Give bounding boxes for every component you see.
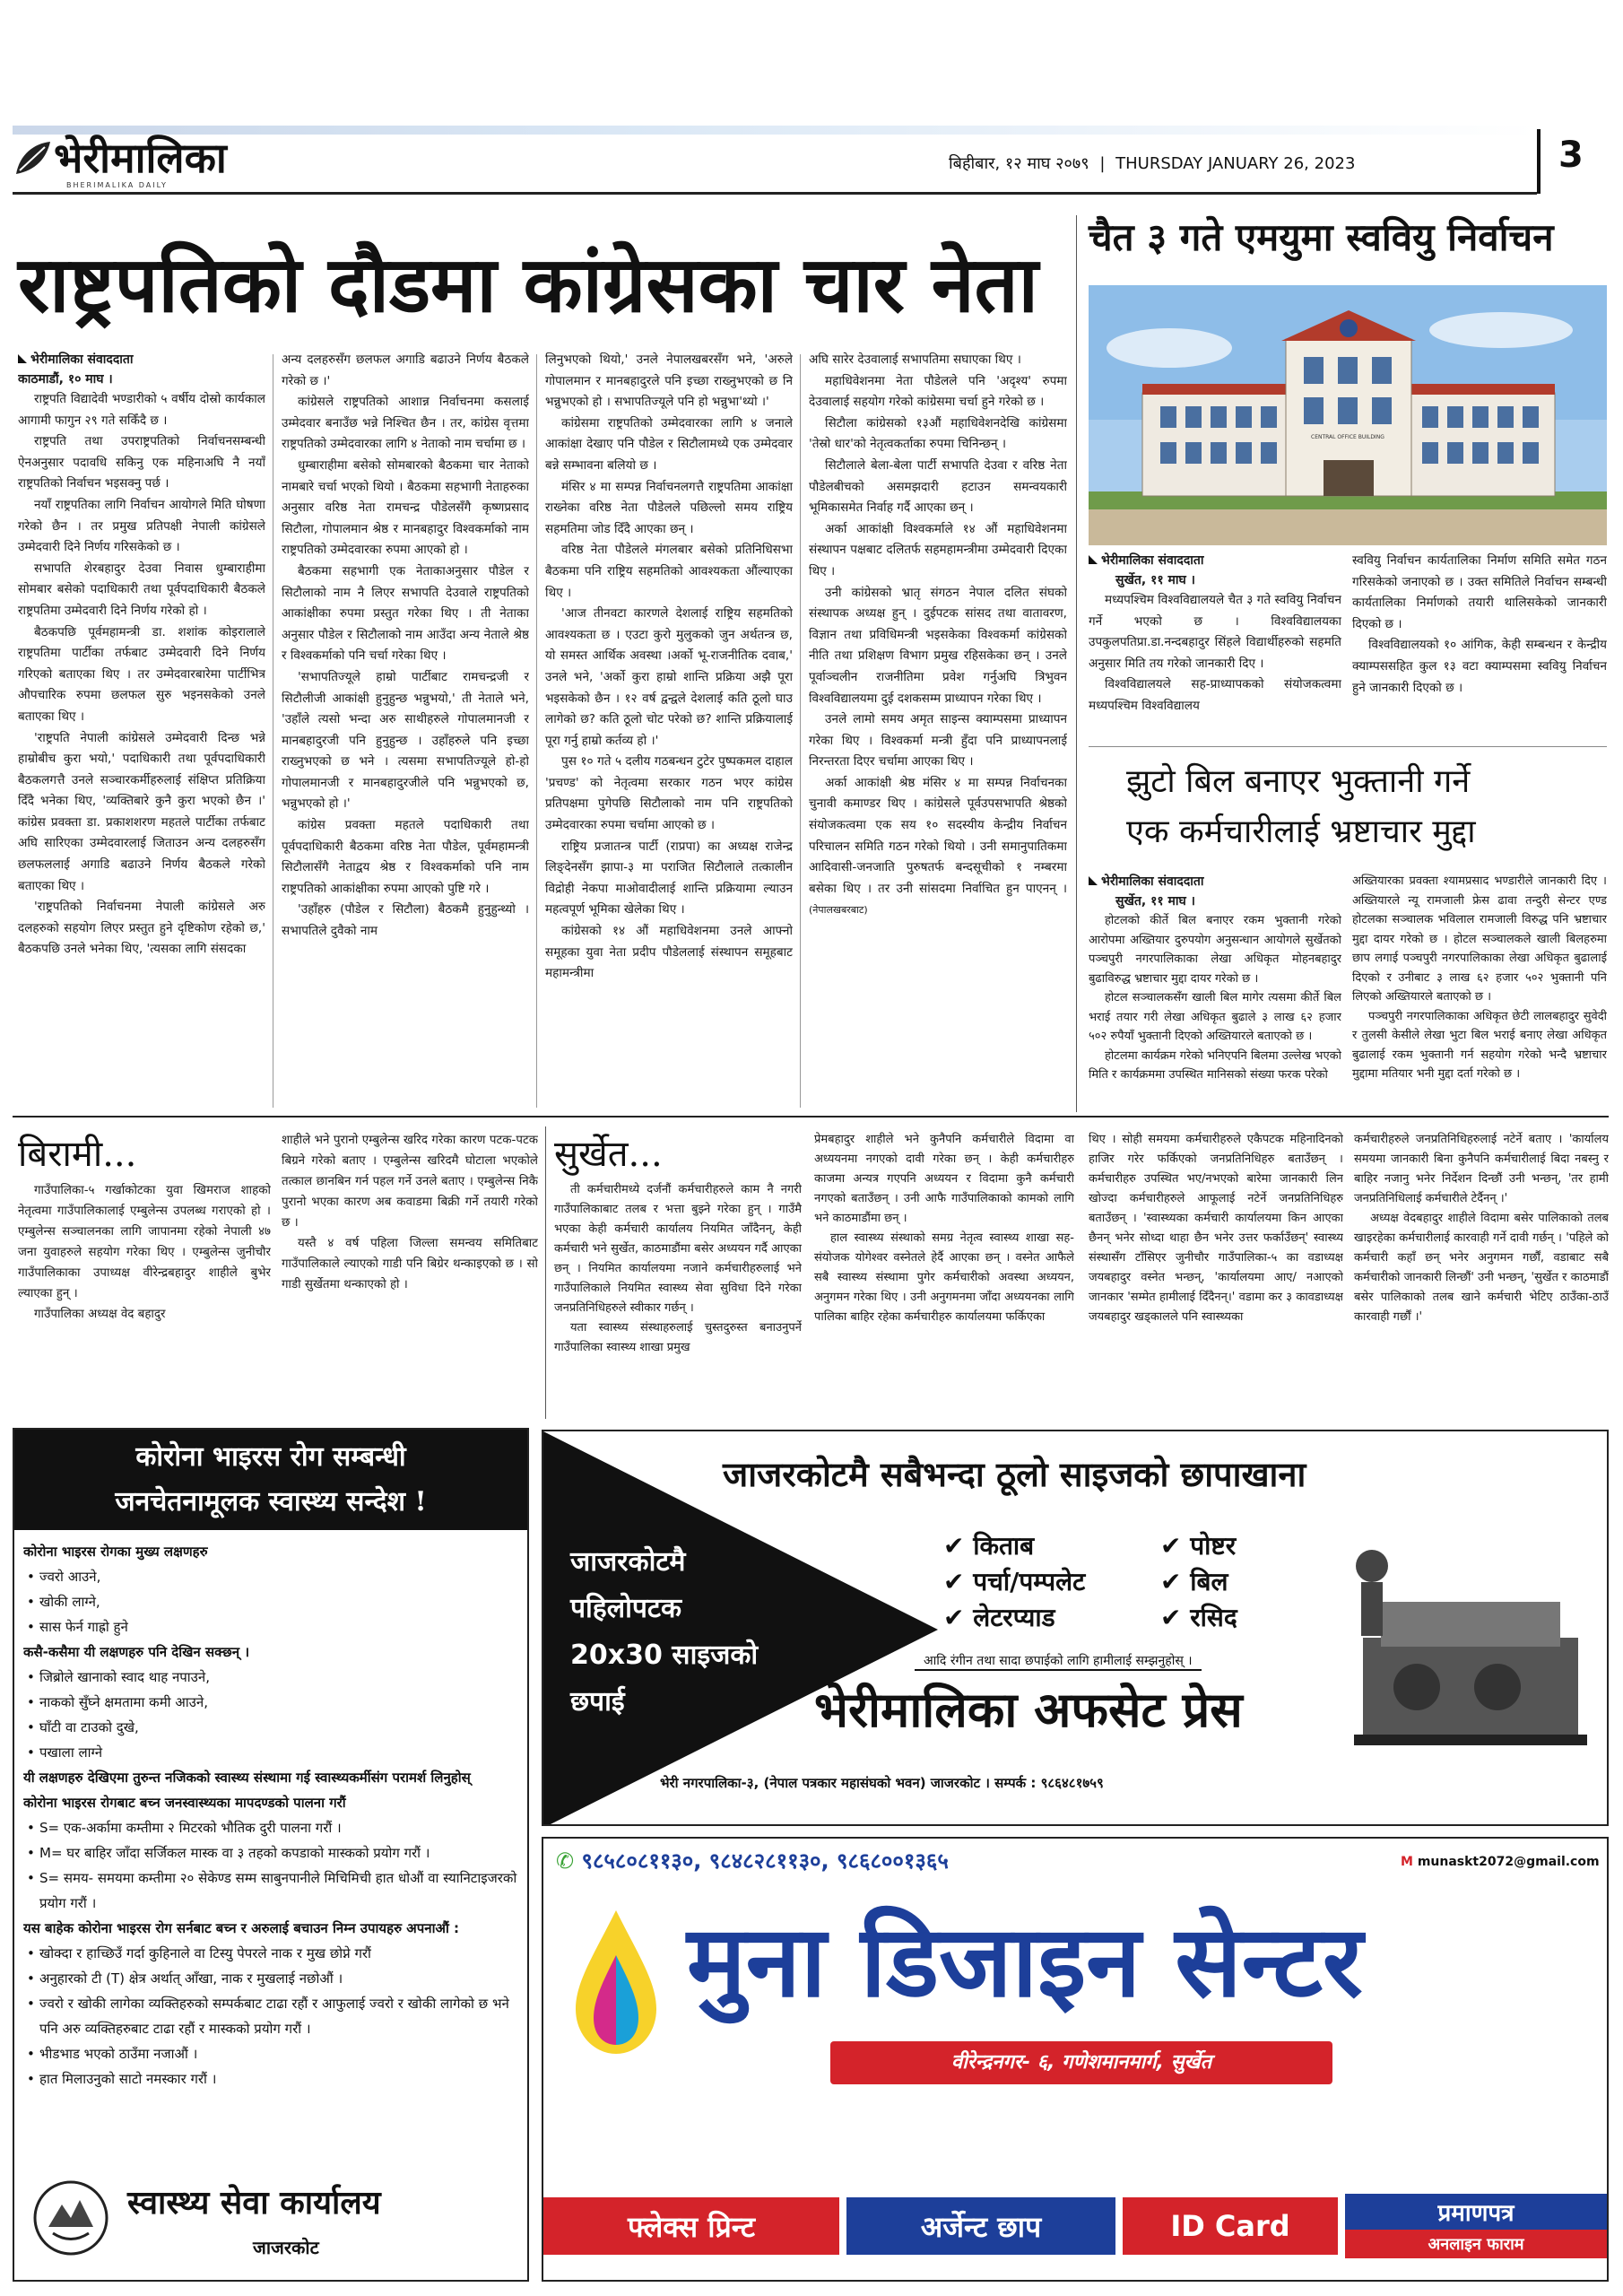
birami-headline: बिरामी... [18, 1134, 137, 1175]
press-ad-left-lines [570, 1539, 758, 1726]
bribe-col-a-p2: होटल सञ्चालकसँग खाली बिल मागेर त्यसमा कीर्ते बिल भराई तयार गरी लेखा अधिकृत बुढाले ३ लाख ६२ हजार ५०२ रुपैयाँ भुक्तानी दिएको अख्तियारले बताएको छ । [1089, 991, 1341, 1043]
lead-col1-p4: सभापति शेरबहादुर देउवा निवास धुम्बाराहीमा सोमबार बसेको पदाधिकारी तथा पूर्वपदाधिकारी बैठकले राष्ट्रपतिमा उम्मेदवारी दिने निर्णय गरेको हो । [18, 561, 265, 618]
press-ad-headline: जाजरकोटमै सबैभन्दा ठूलो साइजको छापाखाना [723, 1454, 1306, 1494]
lead-col2-p4: बैठकमा सहभागी एक नेताकाअनुसार पौडेल र सिटौलाको नाम नै लिएर सभापति देउवाले राष्ट्रपतिको आकांक्षीका रुपमा प्रस्तुत गरेका थिए । ती नेताका अनुसार पौडेल र सिटौलाको नाम आउँदा अन्य नेताले श्रेष्ठ र विश्वकर्माको पनि चर्चा गरेका थिए । [282, 563, 529, 664]
press-left-line: पहिलोपटक [570, 1593, 682, 1624]
lead-source: (नेपालखबरबाट) [809, 904, 868, 917]
bribe-headline-2: एक कर्मचारीलाई भ्रष्टाचार मुद्दा [1126, 813, 1476, 850]
birami-col-b [282, 1130, 538, 1419]
health-ad-title-2: जनचेतनामूलक स्वास्थ्य सन्देश ! [115, 1486, 427, 1518]
lead-dateline: काठमाडौं, १० माघ । [18, 372, 113, 387]
lead-divider-2 [536, 354, 537, 1108]
bribe-col-b-p2: पञ्चपुरी नगरपालिकाका अधिकृत छेटी लालबहादुर सुवेदी र तुलसी केसीले लेखा भुटा बिल भराई बनाए लेखा अधिकृत बुढालाई रकम भुक्तानी गर्न सहयोग गरेको भन्दै भ्रष्टाचार मुद्दामा मतियार भनी मुद्दा दर्ता गरेको छ । [1352, 1009, 1607, 1081]
mail-icon: M [1401, 1855, 1418, 1869]
birami-col-b-p1: शाहीले भने पुरानो एम्बुलेन्स खरिद गरेका कारण पटक-पटक बिग्रने गरेको बताए । एम्बुलेन्स खरिदमै घोटाला भएकोले तत्काल छानबिन गर्न पहल गर्ने उनले बताए । एम्बुलेन्स निकै पुरानो भएका कारण अब कवाडमा बिक्री गर्ने तयारी गरेको छ । [282, 1134, 538, 1230]
smes-item: • M= घर बाहिर जाँदा सर्जिकल मास्क वा ३ तहको कपडाको मास्कको प्रयोग गरौं । [23, 1840, 522, 1866]
surkhet-col-c-p1: थिए । सोही समयमा कर्मचारीहरुले एकैपटक महिनादिनको हाजिर गरेर फर्किएको जनप्रतिनिधिहरु बताउँछन् । कर्मचारीहरु उपस्थित भए/नभएको बारेमा जानकारी लिन खोज्दा कर्मचारीहरुले आफूलाई नटेर्ने जनप्रतिनिधिहरु बताउँछन् । 'स्वास्थ्यका कर्मचारी कार्यालयमा किन आएका छैनन् भनेर सोध्दा थाहा छैन भनेर उत्तर फर्काउँछन्' स्वास्थ्य संस्थासँग टाँसिएर जुनीचौर गाउँपालिका-५ का वडाध्यक्ष जयबहादुर वस्नेत भन्छन्, 'कार्यालयमा आए/ नआएको जानकार 'सम्मेत हामीलाई दिँदैनन्।' वडामा कर ३ कावडाध्यक्ष जयबहादुर खड्कालले पनि स्वास्थ्यका [1089, 1133, 1343, 1324]
lead-col3-p1: लिनुभएको थियो,' उनले नेपालखबरसँग भने, 'अरुले गोपालमान र मानबहादुरले पनि इच्छा राख्नुभएको छ नि भन्नुभएको हो । सभापतिज्यूले पनि हो भन्नुभा'थ्यो ।' [545, 352, 793, 410]
mu-byline: भेरीमालिका संवाददाता [1089, 551, 1341, 570]
page-number: 3 [1558, 135, 1584, 176]
smes-list [23, 1815, 522, 1916]
muna-address: वीरेन्द्रनगर- ६, गणेशमानमार्ग, सुर्खेत [950, 2051, 1212, 2074]
bribe-dateline: सुर्खेत, ११ माघ । [1115, 894, 1195, 909]
health-ad-body [23, 1539, 522, 2149]
surkhet-col-c [1089, 1130, 1343, 1419]
lead-col1-p7: 'राष्ट्रपतिको निर्वाचनमा नेपाली कांग्रेसले अरु दलहरुको सहयोग लिएर प्रस्तुत हुने दृष्टिकोण रहेको छ,' बैठकपछि उनले भनेका थिए, 'त्यसका लागि संसदका [18, 900, 265, 957]
lead-col3-p2: कांग्रेसमा राष्ट्रपतिको उम्मेदवारका लागि ४ जनाले आकांक्षा देखाए पनि पौडेल र सिटौलामध्ये एक उम्मेदवार बन्ने सम्भावना बलियो छ । [545, 415, 793, 473]
strip-online-form: अनलाइन फाराम [1345, 2230, 1607, 2258]
surkhet-col-a-p2: यता स्वास्थ्य संस्थाहरुलाई चुस्तदुरुस्त बनाउनुपर्ने गाउँपालिका स्वास्थ्य शाखा प्रमुख [554, 1321, 802, 1354]
bribe-byline: भेरीमालिका संवाददाता [1089, 872, 1341, 891]
mu-col-b [1352, 551, 1607, 737]
health-h3: यी लक्षणहरु देखिएमा तुरुन्त नजिकको स्वास्थ्य संस्थामा गई स्वास्थ्यकर्मीसंग परामर्श लिनुहोस् [23, 1770, 471, 1786]
lead-col4-p2: महाधिवेशनमा नेता पौडेलले पनि 'अदृश्य' रुपमा देउवालाई सहयोग गरेको कांग्रेसमा चर्चा हुने गरेको छ । [809, 373, 1067, 410]
health-office-name: स्वास्थ्य सेवा कार्यालय [127, 2184, 381, 2222]
press-ad [542, 1430, 1609, 1826]
lead-col3-p3: मंसिर ४ मा सम्पन्न निर्वाचनलगत्तै राष्ट्रपतिमा आकांक्षा राख्नेका वरिष्ठ नेता पौडेलले पछिल्लो समय राष्ट्रिय सहमतिमा जोड दिँदै आएका छन् । [545, 479, 793, 536]
press-left-line: 20x30 साइजको [570, 1639, 759, 1671]
press-ad-slogan: आदि रंगीन तथा सादा छपाईको लागि हामीलाई सम्झनुहोस् । [915, 1652, 1202, 1671]
nepal-emblem-icon [30, 2178, 111, 2258]
lead-col2-p6: कांग्रेस प्रवक्ता महतले पदाधिकारी तथा पूर्वपदाधिकारी बैठकमा वरिष्ठ नेता पौडेल, पूर्वमहामन्त्री सिटौलासँगै नेताद्वय श्रेष्ठ र विश्वकर्माको पनि नाम राष्ट्रपतिको आकांक्षीका रुपमा आएको पुष्टि गरे । [282, 818, 529, 896]
birami-col-a [18, 1180, 271, 1419]
lead-col2-p5: 'सभापतिज्यूले हाम्रो पार्टीबाट रामचन्द्रजी र सिटौलीजी आकांक्षी हुनुहुन्छ भन्नुभयो,' ती नेताले भने, 'उहाँले त्यसो भन्दा अरु साथीहरुले गोपालमानजी र मानबहादुरजी पनि हुनुहुन्छ । उहाँहरुले पनि इच्छा राख्नुभएको छ भने । त्यसमा सभापतिज्यूले हो-हो गोपालमानजी र मानबहादुरजीले पनि भन्नुभएको छ, भन्नुभएको हो ।' [282, 669, 529, 812]
lead-col4-p8: अर्का आकांक्षी श्रेष्ठ मंसिर ४ मा सम्पन्न निर्वाचनका चुनावी कमाण्डर थिए । कांग्रेसले पूर्वउपसभापति श्रेष्ठको संयोजकत्वमा एक सय १० सदस्यीय केन्द्रीय निर्वाचन परिचालन समिति गठन गरेको थियो । उनी समानुपातिकमा आदिवासी-जनजाति पुरुषतर्फ बन्दसूचीको १ नम्बरमा बसेका थिए । तर उनी सांसदमा निर्वाचित हुन पाएनन् । (नेपालखबरबाट) [809, 775, 1067, 917]
surkhet-headline: सुर्खेत... [554, 1134, 663, 1175]
lead-byline: भेरीमालिका संवाददाता [18, 350, 265, 370]
press-left-line: छपाई [570, 1686, 625, 1718]
muna-phone-row [556, 1846, 949, 1875]
symptom-item: • घाँटी वा टाउको दुखे, [23, 1715, 522, 1740]
strip-urgent-print: अर्जेन्ट छाप [846, 2197, 1115, 2255]
lead-col1-p1: राष्ट्रपति विद्यादेवी भण्डारीको ५ वर्षीय दोस्रो कार्यकाल आगामी फागुन २९ गते सकिँदै छ । [18, 392, 265, 428]
health-ad-title-1: कोरोना भाइरस रोग सम्बन्धी [135, 1441, 406, 1473]
mu-col-b-p2: विश्वविद्यालयको १० आंगिक, केही सम्बन्धन र केन्द्रीय क्याम्पससहित कुल १३ वटा क्याम्पसमा स्ववियु निर्वाचन हुने जानकारी दिएको छ । [1352, 638, 1607, 695]
lead-col4-p3: सिटौला कांग्रेसको १३औं महाधिवेशनदेखि कांग्रेसमा 'तेस्रो धार'को नेतृत्वकर्ताका रुपमा चिनिन्छन् । [809, 415, 1067, 452]
press-item-book: ✔ किताब [943, 1531, 1035, 1561]
symptom-item: • पखाला लाग्ने [23, 1740, 522, 1765]
lead-col2-p7: 'उहाँहरु (पौडेल र सिटौला) बैठकमै हुनुहुन्थ्यो । सभापतिले दुवैको नाम [282, 902, 529, 939]
press-item-letterpad: ✔ लेटरप्याड [943, 1603, 1055, 1632]
date-english: THURSDAY JANUARY 26, 2023 [1115, 154, 1356, 173]
smes-item: • S= समय- समयमा कम्तीमा २० सेकेण्ड सम्म साबुनपानीले मिचिमिची हात धोऔं वा स्यानिटाइजरको प्रयोग गरौं । [23, 1866, 522, 1916]
lead-col-3 [545, 350, 793, 1112]
masthead-date [949, 152, 1355, 174]
birami-col-b-p2: यस्तै ४ वर्ष पहिला जिल्ला समन्वय समितिबाट गाउँपालिकाले ल्याएको गाडी पनि बिग्रेर थन्काइएको छ । सो गाडी सुर्खेतमा थन्काएको हो । [282, 1237, 538, 1292]
surkhet-col-b [814, 1130, 1074, 1419]
muna-email-row [1401, 1855, 1600, 1869]
measure-item: • ज्वरो र खोकी लागेका व्यक्तिहरुको सम्पर्कबाट टाढा रहौं र आफुलाई ज्वरो र खोकी लागेको छ भने पनि अरु व्यक्तिहरुबाट टाढा रहौं र मास्कको प्रयोग गरौं । [23, 1991, 522, 2041]
lead-col1-p5: बैठकपछि पूर्वमहामन्त्री डा. शशांक कोइरालाले राष्ट्रपतिमा पार्टीका तर्फबाट उम्मेदवारी दिने निर्णय गरिएको बताएका थिए । तर उम्मेदवारबारेमा पार्टीभित्र औपचारिक रुपमा छलफल सुरु भइनसकेको उनले बताएका थिए । [18, 624, 265, 724]
bribe-col-b-p1: अख्तियारका प्रवक्ता श्यामप्रसाद भण्डारीले जानकारी दिए ।अख्तियारले न्यू रामजाली फ्रेस ढावा तन्दुरी सेन्टर एण्ड होटलका सञ्चालक भविलाल रामजाली विरुद्ध पनि भ्रष्टाचार मुद्दा दायर गरेको छ । होटल सञ्चालकले खाली बिलहरुमा छाप लगाई पञ्चपुरी नगरपालिकाका लेखा अधिकृत बुढालाई दिएको र उनीबाट ३ लाख ६२ हजार ५०२ भुक्तानी पनि लिएको अख्तियारले बताएको छ । [1352, 874, 1607, 1004]
health-h5: यस बाहेक कोरोना भाइरस रोग सर्नबाट बच्न र अरुलाई बचाउन निम्न उपायहरु अपनाऔं : [23, 1920, 460, 1936]
lead-col4-p5: अर्का आकांक्षी विश्वकर्माले १४ औं महाधिवेशनमा संस्थापन पक्षबाट दलितर्फ सहमहामन्त्रीमा उम्मेदवारी दिएका थिए । [809, 521, 1067, 578]
mu-col-b-p1: स्ववियु निर्वाचन कार्यतालिका निर्माण समिति समेत गठन गरिसकेको जनाएको छ । उक्त समितिले निर्वाचन सम्बन्धी कार्यतालिका निर्माणको तयारी थालिसकेको जानकारी दिएको छ । [1352, 553, 1607, 631]
press-item-pamphlet: ✔ पर्चा/पम्पलेट [943, 1567, 1086, 1596]
symptom-item: • ज्वरो आउने, [23, 1564, 522, 1589]
lead-divider-3 [800, 354, 801, 1108]
muna-email: munaskt2072@gmail.com [1417, 1855, 1600, 1869]
measure-item: • अनुहारको टी (T) क्षेत्र अर्थात् आँखा, नाक र मुखलाई नछोऔं । [23, 1966, 522, 1991]
mu-building-image [1089, 285, 1607, 545]
fold-rule [13, 1116, 1609, 1118]
masthead-rule [13, 192, 1537, 195]
lead-col-4 [809, 350, 1067, 1112]
lead-col3-p7: राष्ट्रिय प्रजातन्त्र पार्टी (राप्रपा) का अध्यक्ष राजेन्द्र लिङ्देनसँग झापा-३ मा पराजित सिटौलाले तत्कालीन विद्रोही नेकपा माओवादीलाई शान्ति प्रक्रियामा ल्याउन महत्वपूर्ण भूमिका खेलेका थिए । [545, 839, 793, 918]
byline-triangle-icon [18, 354, 27, 363]
lead-col3-p5: 'आज तीनवटा कारणले देशलाई राष्ट्रिय सहमतिको आवश्यकता छ । एउटा कुरो मुलुकको जुन अर्थतन्त्र छ, यो समस्त आर्थिक अवस्था ।अर्को भू-राजनीतिक दवाब,' उनले भने, 'अर्को कुरा हाम्रो शान्ति प्रक्रिया अझै पूरा भइसकेको छैन । १२ वर्ष द्वन्द्वले देशलाई कति ठूलो घाउ लागेको छ? कति ठूलो चोट परेको छ? शान्ति प्रक्रियालाई पूरा गर्नु हाम्रो कर्तव्य हो ।' [545, 606, 793, 748]
surkhet-col-a-p1: ती कर्मचारीमध्ये दर्जनौं कर्मचारीहरुले काम नै नगरी गाउँपालिकाबाट तलब र भत्ता बुझ्ने गरेका हुन् । गाउँमै भएका केही कर्मचारी कार्यालय नियमित जाँदैनन्, केही कर्मचारी भने सुर्खेत, काठमाडौंमा बसेर अध्ययन गर्दै आएका छन् । नियमित कार्यालयमा नजाने कर्मचारीहरुलाई भने गाउँपालिकाले नियमित स्वास्थ्य सेवा सुविधा दिने गरेका जनप्रतिनिधिहरुले स्वीकार गर्छन् । [554, 1183, 802, 1315]
measure-list [23, 1941, 522, 2092]
lead-col1-p2: राष्ट्रपति तथा उपराष्ट्रपतिको निर्वाचनसम्बन्धी ऐनअनुसार पदावधि सकिनु एक महिनाअघि नै नयाँ राष्ट्रपतिको निर्वाचन भइसक्नु पर्छ । [18, 434, 265, 491]
symptom-item: • नाकको सुँघ्ने क्षमतामा कमी आउने, [23, 1690, 522, 1715]
surkhet-col-d [1354, 1130, 1609, 1419]
symptom-item: • जिब्रोले खानाको स्वाद थाह नपाउने, [23, 1665, 522, 1690]
lead-col3-p6: पुस १० गते ५ दलीय गठबन्धन टुटेर पुष्पकमल दाहाल 'प्रचण्ड' को नेतृत्वमा सरकार गठन भएर कांग्रेस प्रतिपक्षमा पुगेपछि सिटौलाको नाम पनि राष्ट्रपतिको उम्मेदवारका रुपमा चर्चामा आएको छ । [545, 754, 793, 833]
health-ad [13, 1428, 529, 2282]
lead-col4-p6: उनी कांग्रेसको भ्रातृ संगठन नेपाल दलित संघको संस्थापक अध्यक्ष हुन् । दुईपटक सांसद तथा वातावरण, विज्ञान तथा प्रविधिमन्त्री भइसकेका विश्वकर्मा कांग्रेसको नीति तथा प्रशिक्षण विभाग प्रमुख रहिसकेका छन् । उनले पूर्वाञ्चलीन राजनीतिमा प्रवेश गर्नुअघि त्रिभुवन विश्वविद्यालयमा दुई दशकसम्म प्राध्यापन गरेका थिए । [809, 585, 1067, 706]
measure-item: • खोक्दा र हाच्छिउँ गर्दा कुहिनाले वा टिस्यु पेपरले नाक र मुख छोप्ने गरौं [23, 1941, 522, 1966]
birami-col-a-p2: गाउँपालिका अध्यक्ष वेद बहादुर [34, 1308, 166, 1321]
muna-ad [542, 1837, 1609, 2282]
press-item-bill: ✔ बिल [1160, 1567, 1228, 1596]
health-office-place: जाजरकोट [253, 2237, 319, 2258]
health-office-footer [14, 2160, 527, 2280]
lead-col4-p4: सिटौलाले बेला-बेला पार्टी सभापति देउवा र वरिष्ठ नेता पौडेलबीचको असमझदारी हटाउन समन्वयकारी भूमिकासमेत निर्वाह गर्दै आएका छन् । [809, 457, 1067, 516]
muna-phones: ९८५८०८११३०, ९८४८२८११३०, ९८६८००१३६५ [581, 1848, 949, 1874]
university-building-icon [1089, 285, 1607, 545]
press-ad-address: भेरी नगरपालिका-३, (नेपाल पत्रकार महासंघको भवन) जाजरकोट । सम्पर्क : ९८६४८१७५९ [660, 1775, 1104, 1791]
surkhet-col-b-p2: हाल स्वास्थ्य संस्थाको समग्र नेतृत्व स्वास्थ्य शाखा सह-संयोजक योगेश्वर वस्नेतले हेर्दै आएका छन् । वस्नेत आफैले सबै स्वास्थ्य संस्थामा पुगेर कर्मचारीको अवस्था अध्ययन, अनुगमन गरेका थिए । उनी अनुगमनमा जाँदा अध्ययनका लागि पालिका बाहिर रहेका कर्मचारीहरु कार्यालयमा फर्किएका [814, 1231, 1074, 1324]
building-sign: CENTRAL OFFICE BUILDING [1311, 434, 1384, 440]
birami-surkhet-divider [545, 1126, 546, 1419]
press-item-receipt: ✔ रसिद [1160, 1603, 1237, 1632]
bribe-headline-1: झुटो बिल बनाएर भुक्तानी गर्ने [1126, 763, 1471, 800]
health-h4: कोरोना भाइरस रोगबाट बच्न जनस्वास्थ्यका मापदण्डको पालना गरौं [23, 1795, 346, 1811]
lead-headline: राष्ट्रपतिको दौडमा कांग्रेसका चार नेता [18, 239, 1038, 330]
symptom-list [23, 1564, 522, 1639]
birami-col-a-p1: गाउँपालिका-५ गर्खाकोटका युवा खिमराज शाहको नेतृत्वमा गाउँपालिकालाई एम्बुलेन्स उपलब्ध गराएको हो । एम्बुलेन्स सञ्चालनका लागि जापानमा रहेको नेपाली ४७ जना युवाहरुले सहयोग गरेका थिए । एम्बुलेन्स जुनीचौर गाउँपालिकाका उपाध्यक्ष वीरेन्द्रबहादुर शाहीले बुभेर ल्याएका हुन् । [18, 1184, 271, 1300]
mu-col-a-p2: विश्वविद्यालयले सह-प्राध्यापकको संयोजकत्वमा मध्यपश्चिम विश्वविद्यालय [1089, 677, 1341, 713]
health-ad-title-box [14, 1430, 527, 1530]
strip-flex-print: फ्लेक्स प्रिन्ट [543, 2197, 839, 2255]
bribe-col-a-p1: होटलको कीर्ते बिल बनाएर रकम भुक्तानी गरेको आरोपमा अख्तियार दुरुपयोग अनुसन्धान आयोगले सुर्खेतको पञ्चपुरी नगरपालिकाका लेखा अधिकृत मोहनबहादुर बुढाविरुद्ध भ्रष्टाचार मुद्दा दायर गरेको छ । [1089, 914, 1341, 986]
bribe-col-a-p3: होटलमा कार्यक्रम गरेको भनिएपनि बिलमा उल्लेख भएको मिति र कार्यक्रममा उपस्थित मानिसको संख्या फरक परेको [1089, 1048, 1341, 1082]
lead-col1-p6: 'राष्ट्रपति नेपाली कांग्रेसले उम्मेदवारी दिन्छ भन्ने हाम्रोबीच कुरा भयो,' पदाधिकारी तथा पूर्वपदाधिकारी बैठकलगत्तै उनले सञ्चारकर्मीहरुलाई संक्षिप्त प्रतिक्रिया दिँदै भनेका थिए, 'व्यक्तिबारे कुनै कुरा भएको छैन ।' कांग्रेस प्रवक्ता डा. प्रकाशशरण महतले पार्टीका तर्फबाट अघि सारिएका उम्मेदवारलाई जिताउन अन्य दलहरुसँग छलफललाई अगाडि बढाउने निर्णय बैठकले गरेको बताएका थिए । [18, 730, 265, 893]
press-item-poster: ✔ पोष्टर [1160, 1531, 1237, 1561]
lead-col2-p2: कांग्रेसले राष्ट्रपतिको आशान्न निर्वाचनमा कसलाई उम्मेदवार बनाउँछ भन्ने निश्चित छैन । तर, कांग्रेस वृत्तमा राष्ट्रपतिको उम्मेदवारका लागि ४ नेताको नाम चर्चामा छ । [282, 395, 529, 452]
ink-drop-logo-icon [558, 1901, 674, 2063]
bribe-col-b [1352, 872, 1607, 1109]
surkhet-col-d-p2: अध्यक्ष वेदबहादुर शाहीले विदामा बसेर पालिकाको तलब खाइरहेका कर्मचारीलाई कारवाही गर्ने दावी गर्छन् । 'पहिले को कर्मचारी कहाँ छन् भनेर अनुगमन गर्छौं, वडाबाट सबै कर्मचारीको जानकारी लिन्छौं' उनी भन्छन्, 'सुर्खेत र काठमाडौं बसेर पालिकाको तलब खाने कर्मचारी भेटिए ठाउँका-ठाउँ कारवाही गर्छौं ।' [1354, 1212, 1609, 1324]
printing-machine-icon [1336, 1530, 1605, 1763]
strip-id-card: ID Card [1123, 2197, 1338, 2255]
newspaper-logo [13, 135, 246, 190]
mu-col-a-p1: मध्यपश्चिम विश्वविद्यालयले चैत ३ गते स्ववियु निर्वाचन गर्ने भएको छ । विश्वविद्यालयका उपकुलपतिप्रा.डा.नन्दबहादुर सिंहले विद्यार्थीहरुको सहमति अनुसार मिति तय गरेको जानकारी दिए । [1089, 593, 1341, 671]
lead-col4-p1: अघि सारेर देउवालाई सभापतिमा सघाएका थिए । [809, 352, 1021, 367]
lead-col-2 [282, 350, 529, 1112]
more-symptom-list [23, 1665, 522, 1765]
bribe-col-a [1089, 872, 1341, 1109]
surkhet-col-a [554, 1180, 802, 1419]
surkhet-col-d-p1: कर्मचारीहरुले जनप्रतिनिधिहरुलाई नटेर्ने बताए । 'कार्यालय समयमा जानकारी बिना कुनैपनि कर्मचारीलाई बिदा नबस्नु र बाहिर नजानु भनेर निर्देशन दिन्छौं उनी भन्छन्, 'तर हामी जनप्रतिनिधिलाई कर्मचारीले टेर्दैनन् ।' [1354, 1133, 1609, 1205]
logo-text: भेरीमालिका [54, 134, 227, 182]
masthead [0, 0, 1623, 206]
health-h2: कसै-कसैमा यी लक्षणहरु पनि देखिन सक्छन् । [23, 1644, 250, 1660]
press-left-line: जाजरकोटमै [570, 1546, 686, 1578]
mu-dateline: सुर्खेत, ११ माघ । [1115, 573, 1195, 587]
byline-triangle-icon [1089, 555, 1098, 564]
lead-col4-p7: उनले लामो समय अमृत साइन्स क्याम्पसमा प्राध्यापन गरेका थिए । विश्वकर्मा मन्त्री हुँदा पनि प्राध्यापनलाई निरन्तरता दिएर चर्चामा आएका थिए । [809, 712, 1067, 770]
masthead-top-bar [13, 126, 1537, 135]
measure-item: • हात मिलाउनुको साटो नमस्कार गरौं । [23, 2066, 522, 2092]
symptom-item: • खोकी लाग्ने, [23, 1589, 522, 1614]
lead-col1-p3: नयाँ राष्ट्रपतिका लागि निर्वाचन आयोगले मिति घोषणा गरेको छैन । तर प्रमुख प्रतिपक्षी नेपाली कांग्रेसले उम्मेदवारी दिने निर्णय गरिसकेको छ । [18, 497, 265, 555]
page-number-divider [1537, 129, 1541, 194]
logo-leaf-icon [13, 138, 54, 179]
lead-right-divider [1076, 215, 1077, 1112]
measure-item: • भीडभाड भएको ठाउँमा नजाऔं । [23, 2041, 522, 2066]
mu-col-a [1089, 551, 1341, 737]
lead-col2-p3: धुम्बाराहीमा बसेको सोमबारको बैठकमा चार नेताको नामबारे चर्चा भएको थियो । बैठकमा सहभागी नेताहरुका अनुसार वरिष्ठ नेता रामचन्द्र पौडेलसँगै कृष्णप्रसाद सिटौला, गोपालमान श्रेष्ठ र मानबहादुर विश्वकर्माको नाम राष्ट्रपतिको उम्मेदवारका रुपमा आएको हो । [282, 457, 529, 558]
health-h1: कोरोना भाइरस रोगका मुख्य लक्षणहरु [23, 1544, 208, 1560]
symptom-item: • सास फेर्न गाह्रो हुने [23, 1614, 522, 1639]
logo-subtext: BHERIMALIKA DAILY [66, 181, 168, 189]
strip-certificate: प्रमाणपत्र [1345, 2194, 1607, 2230]
lead-col2-p1: अन्य दलहरुसँग छलफल अगाडि बढाउने निर्णय बैठकले गरेको छ ।' [282, 352, 529, 388]
press-ad-name: भेरीमालिका अफसेट प्रेस [814, 1681, 1243, 1738]
byline-triangle-icon [1089, 876, 1098, 885]
phone-icon: ✆ [556, 1848, 582, 1874]
date-separator: | [1099, 154, 1106, 173]
smes-item: • S= एक-अर्कामा कम्तीमा २ मिटरको भौतिक दुरी पालना गरौं । [23, 1815, 522, 1840]
date-nepali: बिहीबार, १२ माघ २०७९ [949, 154, 1089, 173]
lead-col-1 [18, 350, 265, 1112]
lead-col3-p8: कांग्रेसको १४ औं महाधिवेशनमा उनले आफ्नो समूहका युवा नेता प्रदीप पौडेललाई संस्थापन समूहबाट महामन्त्रीमा [545, 924, 793, 981]
mu-headline: चैत ३ गते एमयुमा स्ववियु निर्वाचन [1089, 215, 1554, 259]
mu-bottom-rule [1089, 746, 1607, 747]
muna-name: मुना डिजाइन सेन्टर [687, 1904, 1363, 2019]
surkhet-col-b-p1: प्रेमबहादुर शाहीले भने कुनैपनि कर्मचारीले विदामा वा अध्ययनमा नगएको दावी गरेका छन् । केही कर्मचारीहरु काजमा अन्यत्र गएपनि अध्ययन र विदामा कुनै कर्मचारी नगएको बताउँछन् । उनी आफै गाउँपालिकाको कामको लागि भने काठमाडौंमा छन् । [814, 1133, 1074, 1225]
lead-col3-p4: वरिष्ठ नेता पौडेलले मंगलबार बसेको प्रतिनिधिसभा बैठकमा पनि राष्ट्रिय सहमतिको आवश्यकता औंल्याएका थिए । [545, 543, 793, 600]
